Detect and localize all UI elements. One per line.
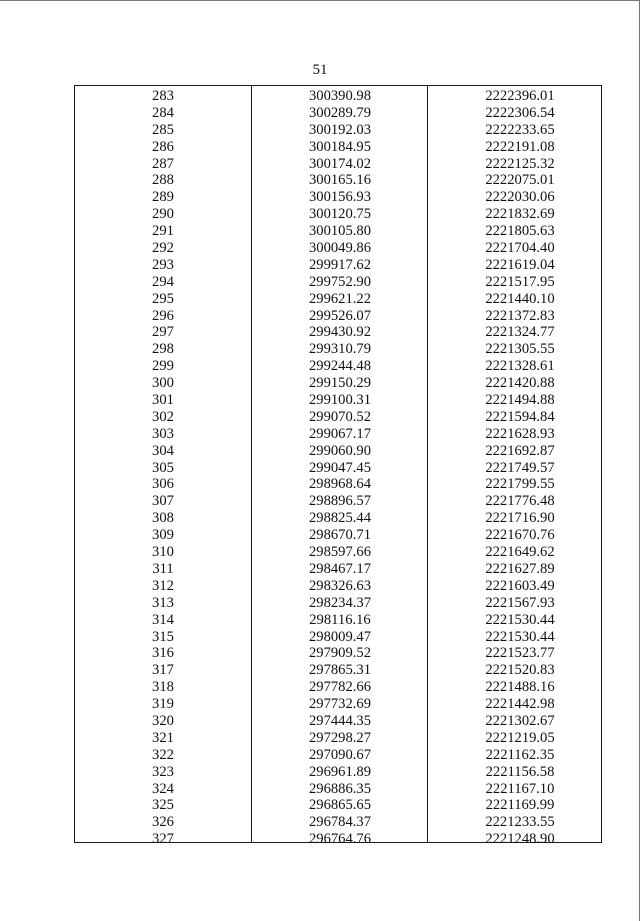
table-row [75, 493, 601, 510]
y-coordinate-cell: 2221167.10 [485, 780, 555, 797]
x-coordinate-cell: 297865.31 [308, 662, 372, 679]
y-coordinate-cell: 2221156.58 [485, 763, 555, 780]
y-coordinate-cell: 2222030.06 [485, 189, 555, 206]
table-body [75, 88, 601, 848]
table-row [75, 375, 601, 392]
point-number-cell: 302 [152, 408, 174, 425]
x-coordinate-cell: 296784.37 [308, 814, 372, 831]
y-coordinate-cell: 2221776.48 [485, 493, 555, 510]
point-number-cell: 301 [152, 392, 174, 409]
y-coordinate-cell: 2221372.83 [485, 307, 555, 324]
x-coordinate-cell: 296886.35 [308, 780, 372, 797]
point-number-cell: 304 [152, 442, 174, 459]
point-number-cell: 319 [152, 696, 174, 713]
table-row [75, 88, 601, 105]
x-coordinate-cell: 299067.17 [308, 425, 372, 442]
table-row [75, 544, 601, 561]
table-row [75, 257, 601, 274]
table-row [75, 409, 601, 426]
y-coordinate-cell: 2221805.63 [485, 223, 555, 240]
table-row [75, 764, 601, 781]
table-row [75, 443, 601, 460]
table-row [75, 713, 601, 730]
table-row [75, 308, 601, 325]
y-coordinate-cell: 2222191.08 [485, 138, 555, 155]
table-row [75, 730, 601, 747]
table-row [75, 122, 601, 139]
point-number-cell: 300 [152, 375, 174, 392]
x-coordinate-cell: 300289.79 [308, 104, 372, 121]
table-row [75, 291, 601, 308]
x-coordinate-cell: 299917.62 [308, 256, 372, 273]
point-number-cell: 288 [152, 172, 174, 189]
y-coordinate-cell: 2221628.93 [485, 425, 555, 442]
point-number-cell: 312 [152, 577, 174, 594]
x-coordinate-cell: 298597.66 [308, 544, 372, 561]
y-coordinate-cell: 2221488.16 [485, 679, 555, 696]
point-number-cell: 305 [152, 459, 174, 476]
x-coordinate-cell: 298896.57 [308, 493, 372, 510]
point-number-cell: 295 [152, 290, 174, 307]
x-coordinate-cell: 299060.90 [308, 442, 372, 459]
x-coordinate-cell: 300156.93 [308, 189, 372, 206]
point-number-cell: 289 [152, 189, 174, 206]
table-row [75, 747, 601, 764]
point-number-cell: 311 [152, 560, 174, 577]
x-coordinate-cell: 300192.03 [308, 121, 372, 138]
table-row [75, 781, 601, 798]
point-number-cell: 316 [152, 645, 174, 662]
y-coordinate-cell: 2221248.90 [485, 831, 555, 848]
point-number-cell: 296 [152, 307, 174, 324]
x-coordinate-cell: 296764.76 [308, 831, 372, 848]
y-coordinate-cell: 2221799.55 [485, 476, 555, 493]
x-coordinate-cell: 300120.75 [308, 206, 372, 223]
point-number-cell: 315 [152, 628, 174, 645]
point-number-cell: 286 [152, 138, 174, 155]
point-number-cell: 284 [152, 104, 174, 121]
x-coordinate-cell: 299047.45 [308, 459, 372, 476]
table-row [75, 460, 601, 477]
table-row [75, 189, 601, 206]
point-number-cell: 306 [152, 476, 174, 493]
table-row [75, 814, 601, 831]
y-coordinate-cell: 2221233.55 [485, 814, 555, 831]
point-number-cell: 326 [152, 814, 174, 831]
table-row [75, 645, 601, 662]
table-row [75, 156, 601, 173]
point-number-cell: 287 [152, 155, 174, 172]
table-row [75, 595, 601, 612]
x-coordinate-cell: 296865.65 [308, 797, 372, 814]
point-number-cell: 324 [152, 780, 174, 797]
y-coordinate-cell: 2222396.01 [485, 88, 555, 104]
x-coordinate-cell: 299752.90 [308, 273, 372, 290]
y-coordinate-cell: 2221749.57 [485, 459, 555, 476]
x-coordinate-cell: 298825.44 [308, 510, 372, 527]
x-coordinate-cell: 300165.16 [308, 172, 372, 189]
table-row [75, 341, 601, 358]
x-coordinate-cell: 300049.86 [308, 240, 372, 257]
y-coordinate-cell: 2222075.01 [485, 172, 555, 189]
point-number-cell: 321 [152, 729, 174, 746]
point-number-cell: 294 [152, 273, 174, 290]
x-coordinate-cell: 297090.67 [308, 746, 372, 763]
y-coordinate-cell: 2221324.77 [485, 324, 555, 341]
table-row [75, 831, 601, 848]
y-coordinate-cell: 2221530.44 [485, 628, 555, 645]
y-coordinate-cell: 2221530.44 [485, 611, 555, 628]
table-row [75, 629, 601, 646]
y-coordinate-cell: 2221704.40 [485, 240, 555, 257]
page-number: 51 [312, 62, 328, 78]
x-coordinate-cell: 299526.07 [308, 307, 372, 324]
x-coordinate-cell: 300105.80 [308, 223, 372, 240]
point-number-cell: 303 [152, 425, 174, 442]
table-row [75, 578, 601, 595]
table-row [75, 612, 601, 629]
point-number-cell: 290 [152, 206, 174, 223]
table-row [75, 561, 601, 578]
x-coordinate-cell: 299244.48 [308, 358, 372, 375]
point-number-cell: 310 [152, 544, 174, 561]
point-number-cell: 309 [152, 527, 174, 544]
x-coordinate-cell: 299310.79 [308, 341, 372, 358]
table-row [75, 797, 601, 814]
table-row [75, 206, 601, 223]
y-coordinate-cell: 2221305.55 [485, 341, 555, 358]
table-row [75, 679, 601, 696]
x-coordinate-cell: 298467.17 [308, 560, 372, 577]
x-coordinate-cell: 298009.47 [308, 628, 372, 645]
y-coordinate-cell: 2221442.98 [485, 696, 555, 713]
x-coordinate-cell: 298968.64 [308, 476, 372, 493]
point-number-cell: 325 [152, 797, 174, 814]
y-coordinate-cell: 2221440.10 [485, 290, 555, 307]
page-edge-top [0, 0, 640, 1]
y-coordinate-cell: 2221567.93 [485, 594, 555, 611]
y-coordinate-cell: 2221162.35 [485, 746, 555, 763]
point-number-cell: 291 [152, 223, 174, 240]
table-row [75, 240, 601, 257]
y-coordinate-cell: 2221520.83 [485, 662, 555, 679]
x-coordinate-cell: 300390.98 [308, 88, 372, 104]
y-coordinate-cell: 2221603.49 [485, 577, 555, 594]
table-row [75, 324, 601, 341]
y-coordinate-cell: 2221649.62 [485, 544, 555, 561]
x-coordinate-cell: 297444.35 [308, 712, 372, 729]
y-coordinate-cell: 2221716.90 [485, 510, 555, 527]
point-number-cell: 314 [152, 611, 174, 628]
table-row [75, 662, 601, 679]
point-number-cell: 307 [152, 493, 174, 510]
y-coordinate-cell: 2221594.84 [485, 408, 555, 425]
x-coordinate-cell: 300174.02 [308, 155, 372, 172]
table-row [75, 358, 601, 375]
y-coordinate-cell: 2221219.05 [485, 729, 555, 746]
x-coordinate-cell: 297909.52 [308, 645, 372, 662]
x-coordinate-cell: 299621.22 [308, 290, 372, 307]
point-number-cell: 293 [152, 256, 174, 273]
y-coordinate-cell: 2221523.77 [485, 645, 555, 662]
x-coordinate-cell: 300184.95 [308, 138, 372, 155]
x-coordinate-cell: 299150.29 [308, 375, 372, 392]
point-number-cell: 317 [152, 662, 174, 679]
y-coordinate-cell: 2222306.54 [485, 104, 555, 121]
coordinates-table [74, 85, 602, 848]
point-number-cell: 298 [152, 341, 174, 358]
y-coordinate-cell: 2221692.87 [485, 442, 555, 459]
point-number-cell: 320 [152, 712, 174, 729]
point-number-cell: 283 [152, 88, 174, 104]
y-coordinate-cell: 2221302.67 [485, 712, 555, 729]
x-coordinate-cell: 298116.16 [309, 611, 371, 628]
table-row [75, 527, 601, 544]
y-coordinate-cell: 2221517.95 [485, 273, 555, 290]
table-row [75, 274, 601, 291]
table-row [75, 510, 601, 527]
x-coordinate-cell: 298670.71 [308, 527, 372, 544]
x-coordinate-cell: 297732.69 [308, 696, 372, 713]
table-row [75, 476, 601, 493]
point-number-cell: 299 [152, 358, 174, 375]
y-coordinate-cell: 2221420.88 [485, 375, 555, 392]
table-row [75, 696, 601, 713]
point-number-cell: 292 [152, 240, 174, 257]
y-coordinate-cell: 2221494.88 [485, 392, 555, 409]
x-coordinate-cell: 299100.31 [308, 392, 372, 409]
x-coordinate-cell: 297298.27 [308, 729, 372, 746]
table-row [75, 139, 601, 156]
point-number-cell: 285 [152, 121, 174, 138]
table-row [75, 172, 601, 189]
x-coordinate-cell: 296961.89 [308, 763, 372, 780]
y-coordinate-cell: 2221619.04 [485, 256, 555, 273]
table-row [75, 392, 601, 409]
y-coordinate-cell: 2221627.89 [485, 560, 555, 577]
y-coordinate-cell: 2222233.65 [485, 121, 555, 138]
point-number-cell: 323 [152, 763, 174, 780]
table-row [75, 426, 601, 443]
table-row [75, 105, 601, 122]
point-number-cell: 297 [152, 324, 174, 341]
point-number-cell: 313 [152, 594, 174, 611]
point-number-cell: 327 [152, 831, 174, 848]
y-coordinate-cell: 2222125.32 [485, 155, 555, 172]
x-coordinate-cell: 298234.37 [308, 594, 372, 611]
point-number-cell: 322 [152, 746, 174, 763]
y-coordinate-cell: 2221328.61 [485, 358, 555, 375]
x-coordinate-cell: 297782.66 [308, 679, 372, 696]
x-coordinate-cell: 299070.52 [308, 408, 372, 425]
x-coordinate-cell: 299430.92 [308, 324, 372, 341]
point-number-cell: 318 [152, 679, 174, 696]
point-number-cell: 308 [152, 510, 174, 527]
table-row [75, 223, 601, 240]
y-coordinate-cell: 2221169.99 [485, 797, 555, 814]
x-coordinate-cell: 298326.63 [308, 577, 372, 594]
y-coordinate-cell: 2221832.69 [485, 206, 555, 223]
y-coordinate-cell: 2221670.76 [485, 527, 555, 544]
